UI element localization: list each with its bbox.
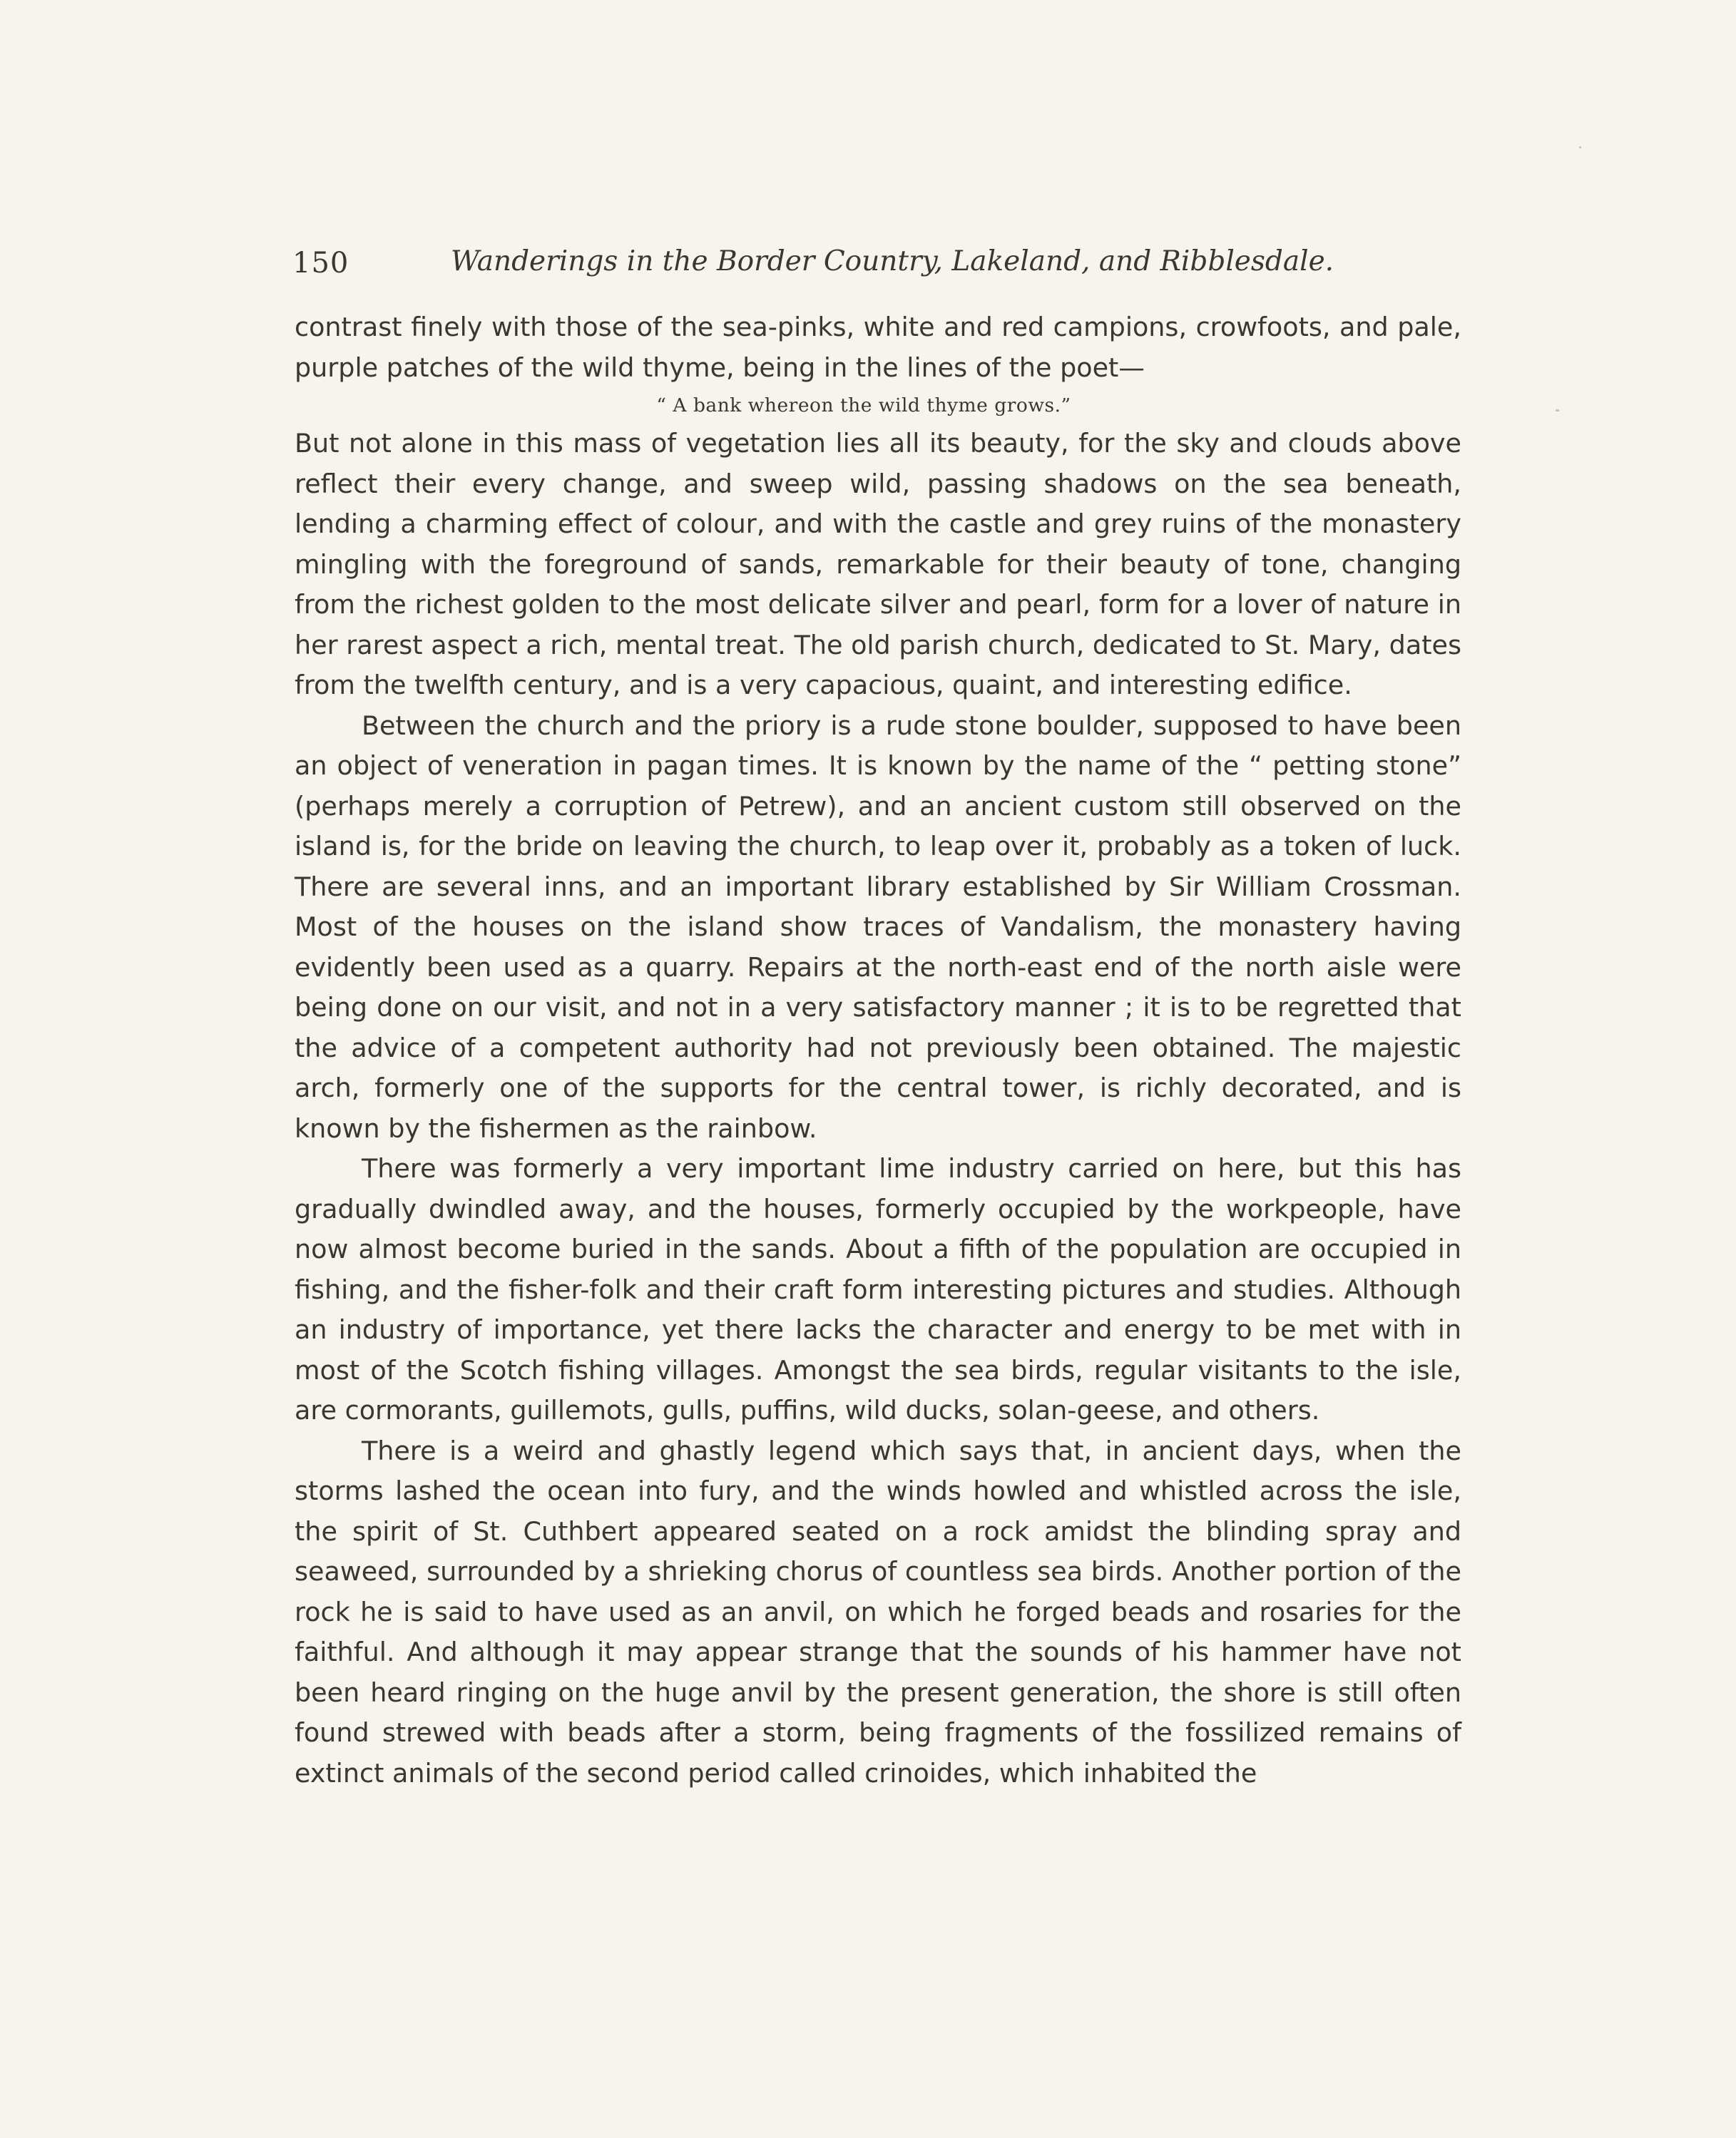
paragraph-continued: contrast finely with those of the sea-pinks, white and red campions, crowfoots, and pale, purple patches of the wild thyme, being in the lines of the poet—: [295, 312, 1461, 383]
body-text: [295, 307, 1461, 1794]
paragraph-legend: There is a weird and ghastly legend which says that, in ancient days, when the storms lashed the ocean into fury, and the winds howled and whistled across the isle, the spirit of St. Cuthbert appeared seated on a rock amidst the blinding spray and seaweed, surrounded by a shrieking chorus of countless sea birds. Another portion of the rock he is said to have used as an anvil, on which he forged beads and rosaries for the faithful. And although it may appear strange that the sounds of his hammer have not been heard ringing on the huge anvil by the present generation, the shore is still often found strewed with beads after a storm, being fragments of the fossilized remains of extinct animals of the second period called crinoides, which inhabited the: [295, 1435, 1461, 1789]
poetry-quote: “ A bank whereon the wild thyme grows.”: [656, 394, 1071, 416]
paragraph-beauty: But not alone in this mass of vegetation lies all its beauty, for the sky and clouds above reflect their every change, and sweep wild, passing shadows on the sea beneath, lending a charming effect of colour, and with the castle and grey ruins of the monastery mingling with the foreground of sands, remarkable for their beauty of tone, changing from the richest golden to the most delicate silver and pearl, form for a lover of nature in her rarest aspect a rich, mental treat. The old parish church, dedicated to St. Mary, dates from the twelfth century, and is a very capacious, quaint, and interesting edifice.: [295, 428, 1461, 700]
paragraph-petting-stone: Between the church and the priory is a rude stone boulder, supposed to have been an object of veneration in pagan times. It is known by the name of the “ petting stone” (perhaps merely a corruption of Petrew), and an ancient custom still observed on the island is, for the bride on leaving the church, to leap over it, probably as a token of luck. There are several inns, and an important library established by Sir William Crossman. Most of the houses on the island show traces of Vandalism, the monastery having evidently been used as a quarry. Repairs at the north-east end of the north aisle were being done on our visit, and not in a very satisfactory manner ; it is to be regretted that the advice of a competent authority had not previously been obtained. The majestic arch, formerly one of the supports for the central tower, is richly decorated, and is known by the fishermen as the rainbow.: [295, 710, 1461, 1144]
running-title: Wanderings in the Border Country, Lakeland, and Ribblesdale.: [451, 245, 1334, 277]
paper-speck: [1579, 146, 1581, 148]
page-number: 150: [292, 247, 349, 280]
paragraph-lime-industry: There was formerly a very important lime industry carried on here, but this has gradually dwindled away, and the houses, formerly occupied by the workpeople, have now almost become buried in the sands. About a fifth of the population are occupied in fishing, and the fisher-folk and their craft form interesting pictures and studies. Although an industry of importance, yet there lacks the character and energy to be met with in most of the Scotch fishing villages. Amongst the sea birds, regular visitants to the isle, are cormorants, guillemots, gulls, puffins, wild ducks, solan-geese, and others.: [295, 1153, 1461, 1426]
page-header: [292, 247, 1469, 290]
paper-speck: [1556, 409, 1559, 411]
